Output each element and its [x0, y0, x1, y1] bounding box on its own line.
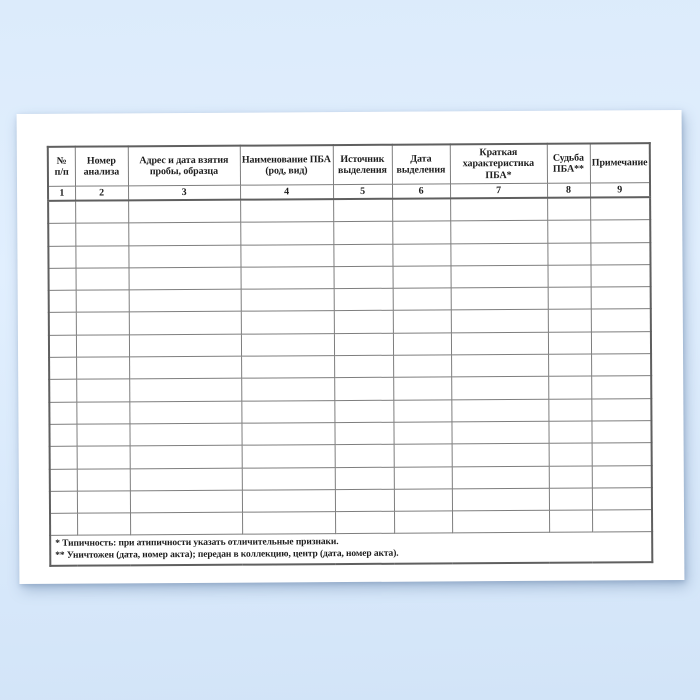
empty-cell: [76, 268, 129, 291]
empty-cell: [76, 402, 129, 425]
table-footer: [50, 532, 652, 566]
empty-cell: [49, 402, 76, 424]
empty-cell: [450, 198, 547, 221]
empty-cell: [547, 198, 590, 221]
empty-cell: [50, 446, 77, 468]
empty-cell: [128, 245, 240, 268]
empty-cell: [335, 467, 394, 490]
empty-cell: [393, 288, 451, 311]
empty-cell: [452, 488, 549, 511]
empty-cell: [591, 265, 651, 288]
column-header-5: Источник выделения: [333, 145, 392, 185]
column-number-5: 5: [333, 184, 392, 199]
empty-cell: [129, 379, 241, 402]
empty-cell: [240, 222, 333, 245]
empty-cell: [548, 265, 591, 288]
column-number-9: 9: [590, 183, 650, 198]
empty-cell: [77, 491, 130, 514]
empty-cell: [591, 398, 651, 421]
empty-cell: [241, 400, 334, 423]
empty-cell: [50, 513, 77, 535]
empty-cell: [241, 356, 334, 379]
empty-cell: [128, 200, 240, 223]
empty-cell: [76, 312, 129, 335]
empty-cell: [592, 443, 652, 466]
empty-cell: [549, 443, 592, 466]
empty-cell: [549, 488, 592, 511]
empty-cell: [592, 465, 652, 488]
empty-cell: [129, 423, 241, 446]
column-header-7: Краткая характеристика ПБА*: [450, 144, 547, 184]
column-number-6: 6: [392, 184, 450, 199]
footnote-destroyed: ** Уничтожен (дата, номер акта); передан в коллекцию, центр (дата, номер акта).: [55, 549, 399, 562]
empty-cell: [548, 310, 591, 333]
empty-cell: [452, 466, 549, 489]
empty-cell: [129, 312, 241, 335]
empty-cell: [451, 310, 548, 333]
empty-cell: [591, 331, 651, 354]
column-header-3: Адрес и дата взятия пробы, образца: [128, 146, 240, 186]
empty-cell: [592, 488, 652, 511]
empty-cell: [241, 289, 334, 312]
empty-cell: [75, 223, 128, 246]
column-header-1: № п/п: [48, 147, 75, 187]
empty-cell: [592, 510, 652, 533]
empty-cell: [75, 200, 128, 223]
empty-cell: [393, 422, 451, 445]
empty-cell: [241, 266, 334, 289]
empty-cell: [590, 197, 650, 220]
empty-cell: [334, 311, 393, 334]
column-number-8: 8: [547, 183, 590, 198]
empty-cell: [49, 357, 76, 379]
empty-cell: [130, 468, 242, 491]
column-header-4: Наименование ПБА (род, вид): [240, 145, 333, 185]
table-body: [48, 197, 652, 536]
empty-cell: [451, 377, 548, 400]
empty-cell: [129, 267, 241, 290]
empty-cell: [393, 400, 451, 423]
empty-cell: [334, 288, 393, 311]
empty-cell: [590, 242, 650, 265]
empty-cell: [392, 198, 450, 221]
empty-cell: [242, 489, 335, 512]
empty-cell: [548, 287, 591, 310]
empty-cell: [591, 376, 651, 399]
empty-cell: [547, 220, 590, 243]
empty-cell: [241, 423, 334, 446]
document-page: [17, 110, 685, 584]
footnotes-row: [50, 532, 652, 566]
empty-cell: [452, 510, 549, 533]
empty-cell: [75, 245, 128, 268]
footnotes-cell: [50, 532, 652, 566]
empty-cell: [451, 421, 548, 444]
empty-cell: [394, 444, 452, 467]
empty-cell: [548, 332, 591, 355]
empty-cell: [549, 510, 592, 533]
empty-cell: [76, 357, 129, 380]
empty-cell: [241, 378, 334, 401]
empty-cell: [394, 511, 452, 534]
empty-cell: [334, 422, 393, 445]
empty-cell: [590, 220, 650, 243]
column-number-7: 7: [450, 183, 547, 198]
empty-cell: [48, 223, 75, 245]
empty-cell: [393, 266, 451, 289]
empty-cell: [451, 265, 548, 288]
empty-cell: [242, 467, 335, 490]
empty-cell: [77, 446, 130, 469]
empty-cell: [49, 268, 76, 290]
column-number-3: 3: [128, 185, 240, 200]
empty-cell: [451, 399, 548, 422]
empty-cell: [334, 378, 393, 401]
column-header-8: Судьба ПБА**: [547, 144, 590, 184]
empty-cell: [393, 355, 451, 378]
empty-cell: [76, 379, 129, 402]
empty-cell: [334, 333, 393, 356]
column-header-6: Дата выделения: [392, 144, 450, 184]
empty-cell: [451, 332, 548, 355]
header-row: [48, 143, 650, 186]
empty-cell: [240, 199, 333, 222]
empty-cell: [130, 445, 242, 468]
empty-cell: [452, 444, 549, 467]
empty-cell: [547, 243, 590, 266]
empty-cell: [130, 512, 242, 535]
empty-cell: [335, 489, 394, 512]
empty-cell: [334, 400, 393, 423]
empty-cell: [77, 468, 130, 491]
empty-cell: [129, 401, 241, 424]
empty-cell: [393, 310, 451, 333]
empty-cell: [548, 376, 591, 399]
empty-cell: [394, 489, 452, 512]
empty-cell: [548, 399, 591, 422]
empty-cell: [76, 424, 129, 447]
empty-cell: [392, 221, 450, 244]
empty-cell: [76, 335, 129, 358]
empty-cell: [334, 266, 393, 289]
column-header-2: Номер анализа: [75, 146, 128, 186]
empty-cell: [130, 490, 242, 513]
empty-cell: [450, 243, 547, 266]
empty-cell: [591, 421, 651, 444]
empty-cell: [392, 243, 450, 266]
empty-cell: [77, 513, 130, 536]
empty-cell: [129, 356, 241, 379]
empty-cell: [129, 289, 241, 312]
pba-registration-table: [47, 142, 654, 567]
empty-cell: [49, 335, 76, 357]
column-number-2: 2: [75, 186, 128, 201]
empty-cell: [591, 287, 651, 310]
empty-cell: [451, 287, 548, 310]
empty-cell: [48, 201, 75, 224]
empty-cell: [50, 469, 77, 491]
column-number-4: 4: [240, 185, 333, 200]
empty-cell: [128, 222, 240, 245]
empty-cell: [333, 244, 392, 267]
empty-cell: [333, 199, 392, 222]
table-header: [48, 143, 650, 201]
empty-cell: [591, 354, 651, 377]
empty-cell: [241, 333, 334, 356]
empty-cell: [48, 246, 75, 268]
empty-cell: [334, 355, 393, 378]
empty-cell: [548, 421, 591, 444]
empty-cell: [394, 466, 452, 489]
column-number-1: 1: [48, 186, 75, 201]
empty-cell: [333, 222, 392, 245]
empty-cell: [241, 311, 334, 334]
empty-cell: [450, 221, 547, 244]
empty-cell: [393, 377, 451, 400]
empty-cell: [591, 309, 651, 332]
empty-cell: [49, 313, 76, 335]
empty-cell: [549, 466, 592, 489]
empty-cell: [240, 244, 333, 267]
empty-cell: [242, 512, 335, 535]
empty-cell: [242, 445, 335, 468]
empty-cell: [49, 424, 76, 446]
empty-cell: [393, 333, 451, 356]
empty-cell: [50, 491, 77, 513]
empty-cell: [76, 290, 129, 313]
empty-cell: [335, 511, 394, 534]
empty-cell: [49, 290, 76, 312]
empty-cell: [49, 380, 76, 402]
column-header-9: Примечание: [590, 143, 650, 183]
empty-cell: [129, 334, 241, 357]
footnote-typicality: * Типичность: при атипичности указать отличительные признаки.: [55, 537, 339, 550]
empty-cell: [451, 354, 548, 377]
empty-cell: [335, 445, 394, 468]
empty-cell: [548, 354, 591, 377]
